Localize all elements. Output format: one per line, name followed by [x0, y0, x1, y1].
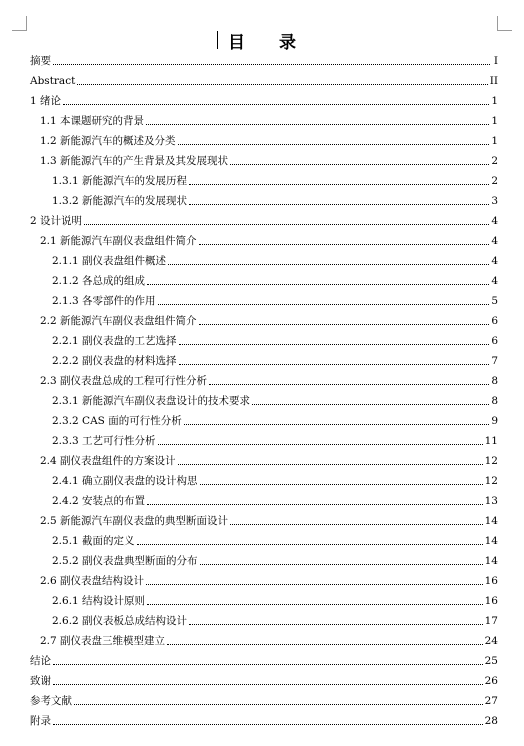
toc-entry-page-number: 4: [491, 255, 498, 267]
toc-entry-page-number: II: [489, 75, 498, 87]
toc-entry-page-number: 11: [484, 435, 498, 447]
toc-entry-page-number: 12: [484, 475, 498, 487]
toc-entry[interactable]: [52, 392, 498, 408]
toc-entry-page-number: 9: [491, 415, 498, 427]
toc-entry[interactable]: [30, 672, 498, 688]
toc-entry-label: 2.1.2 各总成的组成: [52, 275, 146, 287]
toc-entry[interactable]: [40, 232, 498, 248]
toc-entry[interactable]: [52, 272, 498, 288]
toc-entry-page-number: 1: [491, 95, 498, 107]
toc-entry-label: 1.3.1 新能源汽车的发展历程: [52, 175, 188, 187]
toc-entry-label: 1.2 新能源汽车的概述及分类: [40, 135, 176, 147]
toc-entry-label: 2.2.2 副仪表盘的材料选择: [52, 355, 177, 367]
toc-entry-page-number: 8: [491, 395, 498, 407]
toc-dot-leader: [146, 124, 489, 125]
toc-entry-label: 结论: [30, 655, 51, 667]
toc-entry[interactable]: [30, 712, 498, 728]
toc-dot-leader: [147, 504, 483, 505]
toc-entry[interactable]: [52, 412, 498, 428]
toc-dot-leader: [53, 64, 490, 65]
toc-entry-page-number: 2: [491, 155, 498, 167]
toc-dot-leader: [146, 584, 483, 585]
toc-entry-page-number: 25: [484, 655, 498, 667]
toc-dot-leader: [77, 84, 487, 85]
toc-entry-label: 2.6 副仪表盘结构设计: [40, 575, 145, 587]
toc-entry-page-number: 24: [484, 635, 498, 647]
toc-entry[interactable]: [40, 572, 498, 588]
toc-dot-leader: [179, 344, 490, 345]
toc-entry-page-number: 8: [491, 375, 498, 387]
toc-entry[interactable]: [30, 52, 498, 68]
toc-entry-label: 2.2.1 副仪表盘的工艺选择: [52, 335, 177, 347]
toc-entry-page-number: 26: [484, 675, 498, 687]
toc-entry[interactable]: [40, 512, 498, 528]
toc-dot-leader: [74, 704, 483, 705]
toc-entry[interactable]: [52, 352, 498, 368]
toc-dot-leader: [189, 204, 489, 205]
toc-entry[interactable]: [52, 192, 498, 208]
toc-entry[interactable]: [52, 552, 498, 568]
toc-entry[interactable]: [40, 312, 498, 328]
toc-dot-leader: [179, 364, 490, 365]
toc-entry-label: 2.7 副仪表盘三维模型建立: [40, 635, 166, 647]
toc-dot-leader: [137, 544, 483, 545]
toc-entry-label: 2.4 副仪表盘组件的方案设计: [40, 455, 176, 467]
toc-dot-leader: [252, 404, 489, 405]
toc-entry-page-number: 6: [491, 315, 498, 327]
toc-dot-leader: [84, 224, 489, 225]
toc-dot-leader: [53, 664, 483, 665]
toc-entry-page-number: 3: [491, 195, 498, 207]
toc-dot-leader: [200, 564, 483, 565]
toc-entry[interactable]: [30, 72, 498, 88]
toc-entry-label: 致谢: [30, 675, 51, 687]
toc-entry-label: 1 绪论: [30, 95, 62, 107]
toc-dot-leader: [168, 264, 489, 265]
toc-entry-page-number: 4: [491, 275, 498, 287]
toc-entry-label: 2.4.2 安装点的布置: [52, 495, 146, 507]
toc-entry[interactable]: [52, 592, 498, 608]
toc-entry-label: 2.5 新能源汽车副仪表盘的典型断面设计: [40, 515, 229, 527]
toc-entry[interactable]: [30, 92, 498, 108]
toc-entry-label: 2.4.1 确立副仪表盘的设计构思: [52, 475, 198, 487]
toc-entry-page-number: 17: [484, 615, 498, 627]
toc-entry-label: 2.2 新能源汽车副仪表盘组件简介: [40, 315, 197, 327]
toc-entry-label: 1.3.2 新能源汽车的发展现状: [52, 195, 188, 207]
toc-dot-leader: [178, 144, 490, 145]
toc-entry-label: 附录: [30, 715, 51, 727]
toc-entry-page-number: 14: [484, 515, 498, 527]
toc-entry[interactable]: [52, 252, 498, 268]
toc-entry-label: 1.3 新能源汽车的产生背景及其发展现状: [40, 155, 229, 167]
toc-entry[interactable]: [30, 692, 498, 708]
toc-dot-leader: [63, 104, 489, 105]
toc-entry[interactable]: [52, 432, 498, 448]
toc-entry[interactable]: [40, 372, 498, 388]
toc-dot-leader: [53, 724, 483, 725]
toc-entry-page-number: 13: [484, 495, 498, 507]
toc-entry-label: 2.6.1 结构设计原则: [52, 595, 146, 607]
toc-entry-page-number: 14: [484, 535, 498, 547]
toc-entry[interactable]: [52, 332, 498, 348]
toc-entry-page-number: 28: [484, 715, 498, 727]
toc-entry[interactable]: [52, 492, 498, 508]
toc-entry[interactable]: [40, 632, 498, 648]
toc-entry-page-number: 1: [491, 115, 498, 127]
toc-entry-label: 摘要: [30, 55, 51, 67]
toc-entry-label: 2.6.2 副仪表板总成结构设计: [52, 615, 188, 627]
toc-dot-leader: [230, 164, 489, 165]
toc-dot-leader: [189, 184, 489, 185]
toc-entry-page-number: 4: [491, 215, 498, 227]
toc-entry[interactable]: [52, 532, 498, 548]
toc-entry-page-number: 12: [484, 455, 498, 467]
toc-entry[interactable]: [52, 472, 498, 488]
toc-entry-page-number: 1: [491, 135, 498, 147]
toc-entry[interactable]: [40, 132, 498, 148]
toc-entry-label: 2.5.1 截面的定义: [52, 535, 135, 547]
toc-entry-label: 2.1.3 各零部件的作用: [52, 295, 156, 307]
toc-dot-leader: [199, 324, 490, 325]
toc-entry-label: 2.1.1 副仪表盘组件概述: [52, 255, 167, 267]
toc-entry-page-number: 6: [491, 335, 498, 347]
toc-entry[interactable]: [52, 612, 498, 628]
toc-entry-page-number: 16: [484, 595, 498, 607]
toc-dot-leader: [189, 624, 483, 625]
toc-entry-label: 1.1 本课题研究的背景: [40, 115, 145, 127]
toc-entry[interactable]: [30, 212, 498, 228]
toc-entry[interactable]: [52, 292, 498, 308]
toc-dot-leader: [178, 464, 483, 465]
toc-entry-label: 2.3.2 CAS 面的可行性分析: [52, 415, 182, 427]
toc-dot-leader: [53, 684, 483, 685]
toc-entry-label: 2.5.2 副仪表盘典型断面的分布: [52, 555, 198, 567]
toc-entry-page-number: 2: [491, 175, 498, 187]
toc-entry[interactable]: [40, 152, 498, 168]
toc-entry-label: 参考文献: [30, 695, 72, 707]
toc-entry-page-number: 5: [491, 295, 498, 307]
toc-dot-leader: [199, 244, 490, 245]
toc-entry[interactable]: [52, 172, 498, 188]
toc-dot-leader: [200, 484, 483, 485]
toc-dot-leader: [147, 604, 483, 605]
toc-entry-page-number: 4: [491, 235, 498, 247]
toc-entry-page-number: 7: [491, 355, 498, 367]
toc-entry[interactable]: [40, 112, 498, 128]
toc-entry[interactable]: [40, 452, 498, 468]
toc-dot-leader: [209, 384, 489, 385]
toc-entry-label: 2.3 副仪表盘总成的工程可行性分析: [40, 375, 208, 387]
toc-dot-leader: [147, 284, 489, 285]
toc-dot-leader: [230, 524, 483, 525]
toc-dot-leader: [184, 424, 490, 425]
toc-entry-label: Abstract: [30, 75, 76, 87]
toc-entry-page-number: 16: [484, 575, 498, 587]
toc-entry-label: 2.3.3 工艺可行性分析: [52, 435, 156, 447]
toc-entry-page-number: I: [493, 55, 498, 67]
toc-entry-label: 2.1 新能源汽车副仪表盘组件简介: [40, 235, 197, 247]
toc-dot-leader: [167, 644, 483, 645]
toc-entry-page-number: 14: [484, 555, 498, 567]
toc-dot-leader: [158, 304, 490, 305]
toc-entry-label: 2 设计说明: [30, 215, 83, 227]
toc-entry-page-number: 27: [484, 695, 498, 707]
toc-title: 目 录: [228, 33, 296, 53]
toc-entry-label: 2.3.1 新能源汽车副仪表盘设计的技术要求: [52, 395, 251, 407]
toc-entry[interactable]: [30, 652, 498, 668]
toc-dot-leader: [158, 444, 483, 445]
